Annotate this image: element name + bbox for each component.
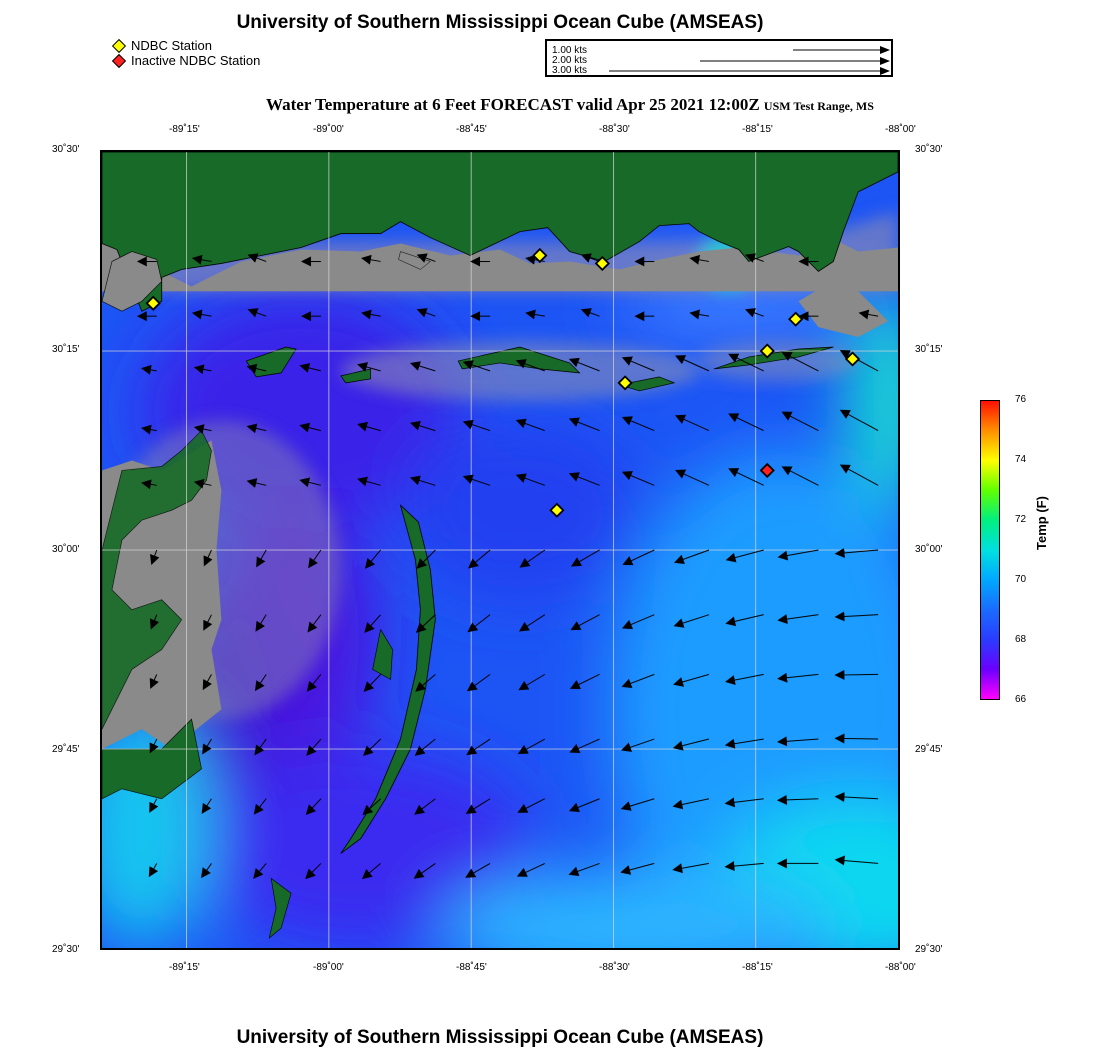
colorbar: [980, 400, 1000, 700]
subtitle-text: Water Temperature at 6 Feet FORECAST valid Apr 25 2021 12:00Z: [266, 95, 760, 114]
lat-label-right-5: 29˚30': [915, 944, 943, 955]
colorbar-tick-66: 66: [1015, 694, 1027, 705]
scale-label-1: 1.00 kts: [552, 45, 588, 56]
colorbar-tick-76: 76: [1015, 394, 1027, 405]
legend-label-station: NDBC Station: [131, 38, 212, 53]
lon-label-top-1: -89˚15': [169, 124, 200, 135]
yellow-diamond-icon: [112, 38, 126, 52]
lon-label-top-4: -88˚30': [599, 124, 630, 135]
lon-label-top-3: -88˚45': [456, 124, 487, 135]
lat-label-left-1: 30˚30': [52, 144, 80, 155]
lat-label-left-2: 30˚15': [52, 344, 80, 355]
lon-label-top-6: -88˚00': [885, 124, 916, 135]
map-title: University of Southern Mississippi Ocean Cube (AMSEAS): [236, 12, 764, 33]
red-diamond-icon: [112, 53, 126, 67]
lon-label-bottom-2: -89˚00': [313, 962, 344, 973]
colorbar-tick-74: 74: [1015, 454, 1027, 465]
lon-label-bottom-3: -88˚45': [456, 962, 487, 973]
map-panel[interactable]: [100, 150, 900, 950]
legend-label-inactive-station: Inactive NDBC Station: [131, 53, 261, 68]
legend-item-inactive-station: [112, 53, 260, 68]
lat-label-right-4: 29˚45': [915, 744, 943, 755]
current-arrow: [836, 738, 878, 739]
lat-label-left-3: 30˚00': [52, 544, 80, 555]
colorbar-tick-70: 70: [1015, 574, 1027, 585]
lat-label-right-2: 30˚15': [915, 344, 943, 355]
lon-label-top-2: -89˚00': [313, 124, 344, 135]
scale-label-2: 2.00 kts: [552, 55, 588, 66]
legend-item-ndbc-station: [112, 38, 260, 53]
lon-label-bottom-5: -88˚15': [742, 962, 773, 973]
scale-label-3: 3.00 kts: [552, 65, 588, 75]
footer-title: University of Southern Mississippi Ocean Cube (AMSEAS): [236, 1027, 764, 1048]
lon-label-top-5: -88˚15': [742, 124, 773, 135]
lat-label-left-5: 29˚30': [52, 944, 80, 955]
plot-subtitle: [0, 95, 1100, 115]
current-arrow: [836, 674, 878, 675]
colorbar-tick-72: 72: [1015, 514, 1027, 525]
subtitle-location: USM Test Range, MS: [763, 99, 874, 113]
lat-label-right-3: 30˚00': [915, 544, 943, 555]
colorbar-title: Temp (F): [1034, 496, 1049, 550]
lat-label-right-1: 30˚30': [915, 144, 943, 155]
colorbar-tick-68: 68: [1015, 634, 1027, 645]
lat-label-left-4: 29˚45': [52, 744, 80, 755]
station-legend: [112, 38, 260, 68]
lon-label-bottom-4: -88˚30': [599, 962, 630, 973]
lon-label-bottom-6: -88˚00': [885, 962, 916, 973]
lon-label-bottom-1: -89˚15': [169, 962, 200, 973]
vector-scale-legend: [545, 39, 893, 77]
